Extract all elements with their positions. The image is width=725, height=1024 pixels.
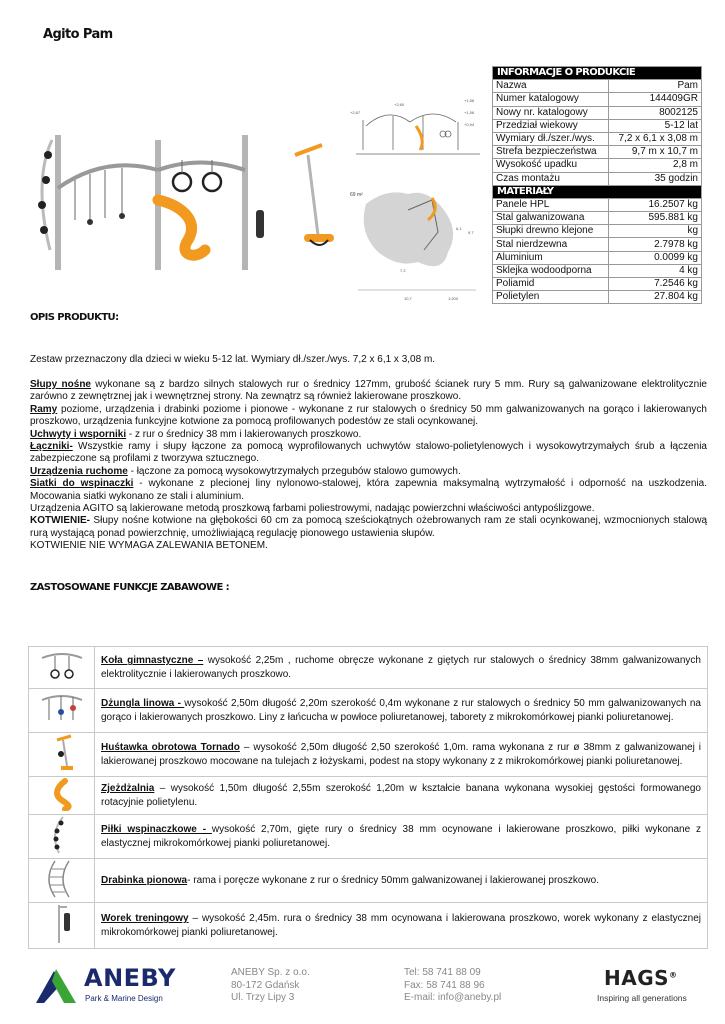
row-value: 4 kg [608,264,701,277]
paragraph [30,429,707,441]
table-row [493,93,702,106]
plan-width-label: 10,7 [404,296,412,301]
functions-table [28,646,708,949]
paragraph [30,379,707,404]
fax: Fax: 58 741 88 96 [404,979,485,991]
row-label: Nowy nr. katalogowy [493,106,609,119]
paragraph: Urządzenia AGITO są lakierowane metodą proszkową farbami poliestrowymi, nadając powierzchni właściwości antypoślizgowe. [30,503,595,515]
page-title: Agito Pam [43,27,113,42]
description-intro: Zestaw przeznaczony dla dzieci w wieku 5-12 lat. Wymiary dł./szer./wys. 7,2 x 6,1 x 3,08 m. [30,354,436,365]
drawing-label: +2,67 [350,110,361,115]
phone: Tel: 58 741 88 09 [404,967,481,978]
function-text: – wysokość 2,45m. rura o średnicy 38 mm ocynowana i lakierowana proszkowo, worek wykonany z elastycznej mikrokomórkowej pianki poliuretanowej. [101,913,701,938]
company-name: ANEBY Sp. z o.o. [231,967,310,978]
row-value: 144409GR [608,93,701,106]
term: KOTWIENIE- [30,515,90,527]
row-label: Wymiary dł./szer./wys. [493,132,609,145]
climbing-balls-icon [29,815,95,859]
row-label: Panele HPL [493,198,609,211]
row-label: Polietylen [493,291,609,304]
term: Uchwyty i wsporniki [30,428,127,440]
row-label: Strefa bezpieczeństwa [493,146,609,159]
table-row [493,146,702,159]
brand-name: ANEBY [84,964,176,992]
tornado-swing-icon [29,733,95,777]
table-row [29,689,708,733]
row-value: 8002125 [608,106,701,119]
table-row [493,212,702,225]
function-description [95,859,708,903]
paragraph [30,404,707,429]
hags-logo [604,966,678,990]
table-row [29,815,708,859]
table-row [493,159,702,172]
function-description [95,815,708,859]
product-image [30,110,348,285]
table-row [29,859,708,903]
table-row [493,132,702,145]
term: Ramy [30,403,58,415]
function-name: Dżungla linowa - [101,698,185,710]
paragraph-text: poziome, urządzenia i drabinki poziome i pionowe - wykonane z rur stalowych o średnicy 50 mm galwanizowanych na gorąco i lakierowanych proszkowo, urządzenia funkcyjne kotwione za pomocą profilowanych podestów ze stali ocynkowanej. [30,403,707,428]
paragraph-text: wykonane są z bardzo silnych stalowych rur o średnicy 127mm, grubość ścianek rury 5 mm. Rury są galwanizowane elektrolitycznie zarówno z zewnętrznej jak i wewnętrznej strony. Na zewnątrz są również lakierowane proszkowo. [30,379,707,403]
row-label: Nazwa [493,80,609,93]
term: Słupy nośne [30,379,91,390]
scale-label: 1:200 [448,296,459,301]
table-row [493,80,702,93]
row-label: Numer katalogowy [493,93,609,106]
function-description [95,733,708,777]
email-link[interactable]: E-mail: info@aneby.pl [404,992,502,1003]
paragraph [30,466,707,478]
function-name: Huśtawka obrotowa Tornado [101,742,240,754]
product-info-table [492,66,702,304]
plan-depth-label: 6,1 [456,226,462,231]
brand-subtitle: Park & Marine Design [85,994,163,1003]
row-label: Sklejka wodoodporna [493,264,609,277]
table-row [493,291,702,304]
function-text: wysokość 2,25m , ruchome obręcze wykonane z giętych rur stalowych o średnicy 38mm galwanizowanych elektrolitycznie i lakierowanych proszkowo. [101,655,701,680]
paragraph-text: Słupy nośne kotwione na głębokości 60 cm za pomocą sześciokątnych ożebrowanych ram ze stali ocynkowanej, wzmocnionych stalową rurą wystającą ponad powierzchnię, umożliwiającą regulację pionowego ustawienia słupów. [30,515,707,539]
table-row [493,264,702,277]
vertical-ladder-icon [29,859,95,903]
paragraph: KOTWIENIE NIE WYMAGA ZALEWANIA BETONEM. [30,540,268,552]
description-heading: OPIS PRODUKTU: [30,312,119,323]
slide-icon [29,777,95,815]
row-value: 7,2 x 6,1 x 3,08 m [608,132,701,145]
row-value: 2.7978 kg [608,238,701,251]
table-row [29,647,708,689]
function-text: wysokość 2,70m, gięte rury o średnicy 38 mm ocynowane i lakierowane proszkowo, piłki wykonane z elastycznej mikrokomórkowej pianki poliuretanowej. [101,824,701,849]
description-body [30,379,707,553]
function-name: Zjeżdżalnia [101,783,155,795]
term: Łączniki- [30,441,73,453]
function-name: Drabinka pionowa [101,874,188,886]
drawing-label: +1,56 [464,98,475,103]
function-name: Piłki wspinaczkowe - [101,824,212,836]
function-name: Worek treningowy [101,913,189,925]
table-row [29,777,708,815]
company-contact [404,967,501,1005]
row-value: 0.0099 kg [608,251,701,264]
row-value: 9,7 m x 10,7 m [608,146,701,159]
rings-icon [29,647,95,689]
row-label: Słupki drewno klejone [493,225,609,238]
row-label: Stal nierdzewna [493,238,609,251]
table-row [493,278,702,291]
function-text: – wysokość 2,50m długość 2,50 szerokość 1,0m. rama wykonana z rur ø 38mm z galwanizowanej i lakierowanej proszkowo mocowane na tulejach z łożyskami, podest na stopy wykonany z z mikrokomórkowej pianki poliuretanowej. [101,742,701,767]
row-value: 35 godzin [608,172,701,185]
drawing-label: +1,56 [464,110,475,115]
technical-drawings [348,92,488,307]
company-postal: 80-172 Gdańsk [231,979,300,991]
table-row [493,198,702,211]
paragraph-text: - z rur o średnicy 38 mm i lakierowanych proszkowo. [126,428,362,440]
table-row [493,119,702,132]
paragraph-text: Wszystkie ramy i słupy łączone za pomocą wyprofilowanych uchwytów stalowo-polietylenowych i wysokowytrzymałych śrub a łączenia zabezpieczone są profilami z tworzywa sztucznego. [30,441,707,465]
registered-mark: ® [669,970,678,980]
drawing-label: +2,60 [394,102,405,107]
table-row [29,903,708,949]
info-header: INFORMACJE O PRODUKCIE [493,67,702,80]
paragraph [30,515,707,540]
row-value: 2,8 m [608,159,701,172]
paragraph-text: - łączone za pomocą wysokowytrzymałych przegubów stalowo gumowych. [127,465,461,477]
table-row [493,106,702,119]
function-text: – wysokość 1,50m długość 2,55m szerokość 1,20m w kształcie banana wykonana wysokiej gęstości formowanego rotacyjnie polietylenu. [101,783,701,808]
table-row [493,225,702,238]
materials-header: MATERIAŁY [493,185,702,198]
jungle-rope-icon [29,689,95,733]
plan-length-label: 7,2 [400,268,406,273]
table-row [493,251,702,264]
company-street: Ul. Trzy Lipy 3 [231,992,295,1003]
function-description [95,689,708,733]
hags-tagline: Inspiring all generations [597,993,687,1003]
area-label: 69 m² [350,192,363,198]
table-row [493,172,702,185]
row-label: Wysokość upadku [493,159,609,172]
function-text: - rama i poręcze wykonane z rur o średnicy 50mm galwanizowanej i lakierowanej proszkowo. [187,874,599,886]
row-value: Pam [608,80,701,93]
table-row [493,238,702,251]
row-value: 7.2546 kg [608,278,701,291]
function-description [95,903,708,949]
function-description [95,777,708,815]
function-description [95,647,708,689]
function-name: Koła gimnastyczne – [101,655,204,667]
row-label: Aluminium [493,251,609,264]
hags-wordmark: HAGS [604,966,670,990]
plan-zone-label: 9,7 [468,230,474,235]
row-value: 5-12 lat [608,119,701,132]
drawing-label: +0,94 [464,122,475,127]
function-text: wysokość 2,50m długość 2,20m szerokość 0,4m wykonane z rur stalowych o średnicy 50 mm galwanizowanych na gorąco i lakierowanych proszkowo. Liny z łańcucha w powłoce poliuretanowej, taborety z mikrokomórkowej pianki poliuretanowej. [101,698,701,723]
row-value: kg [608,225,701,238]
functions-heading: ZASTOSOWANE FUNKCJE ZABAWOWE : [30,582,229,593]
row-label: Przedział wiekowy [493,119,609,132]
paragraph [30,441,707,466]
row-label: Stal galwanizowana [493,212,609,225]
table-row [29,733,708,777]
paragraph [30,478,707,503]
row-label: Czas montażu [493,172,609,185]
term: Siatki do wspinaczki [30,478,134,490]
row-value: 27.804 kg [608,291,701,304]
term: Urządzenia ruchome [30,465,128,477]
paragraph-text: - wykonane z plecionej liny nylonowo-stalowej, która zapewnia maksymalną wytrzymałość i odporność na uszkodzenia. Mocowania siatki wykonano ze stali i aluminium. [30,478,707,502]
company-address [231,967,310,1005]
row-value: 16.2507 kg [608,198,701,211]
row-value: 595.881 kg [608,212,701,225]
punching-bag-icon [29,903,95,949]
row-label: Poliamid [493,278,609,291]
